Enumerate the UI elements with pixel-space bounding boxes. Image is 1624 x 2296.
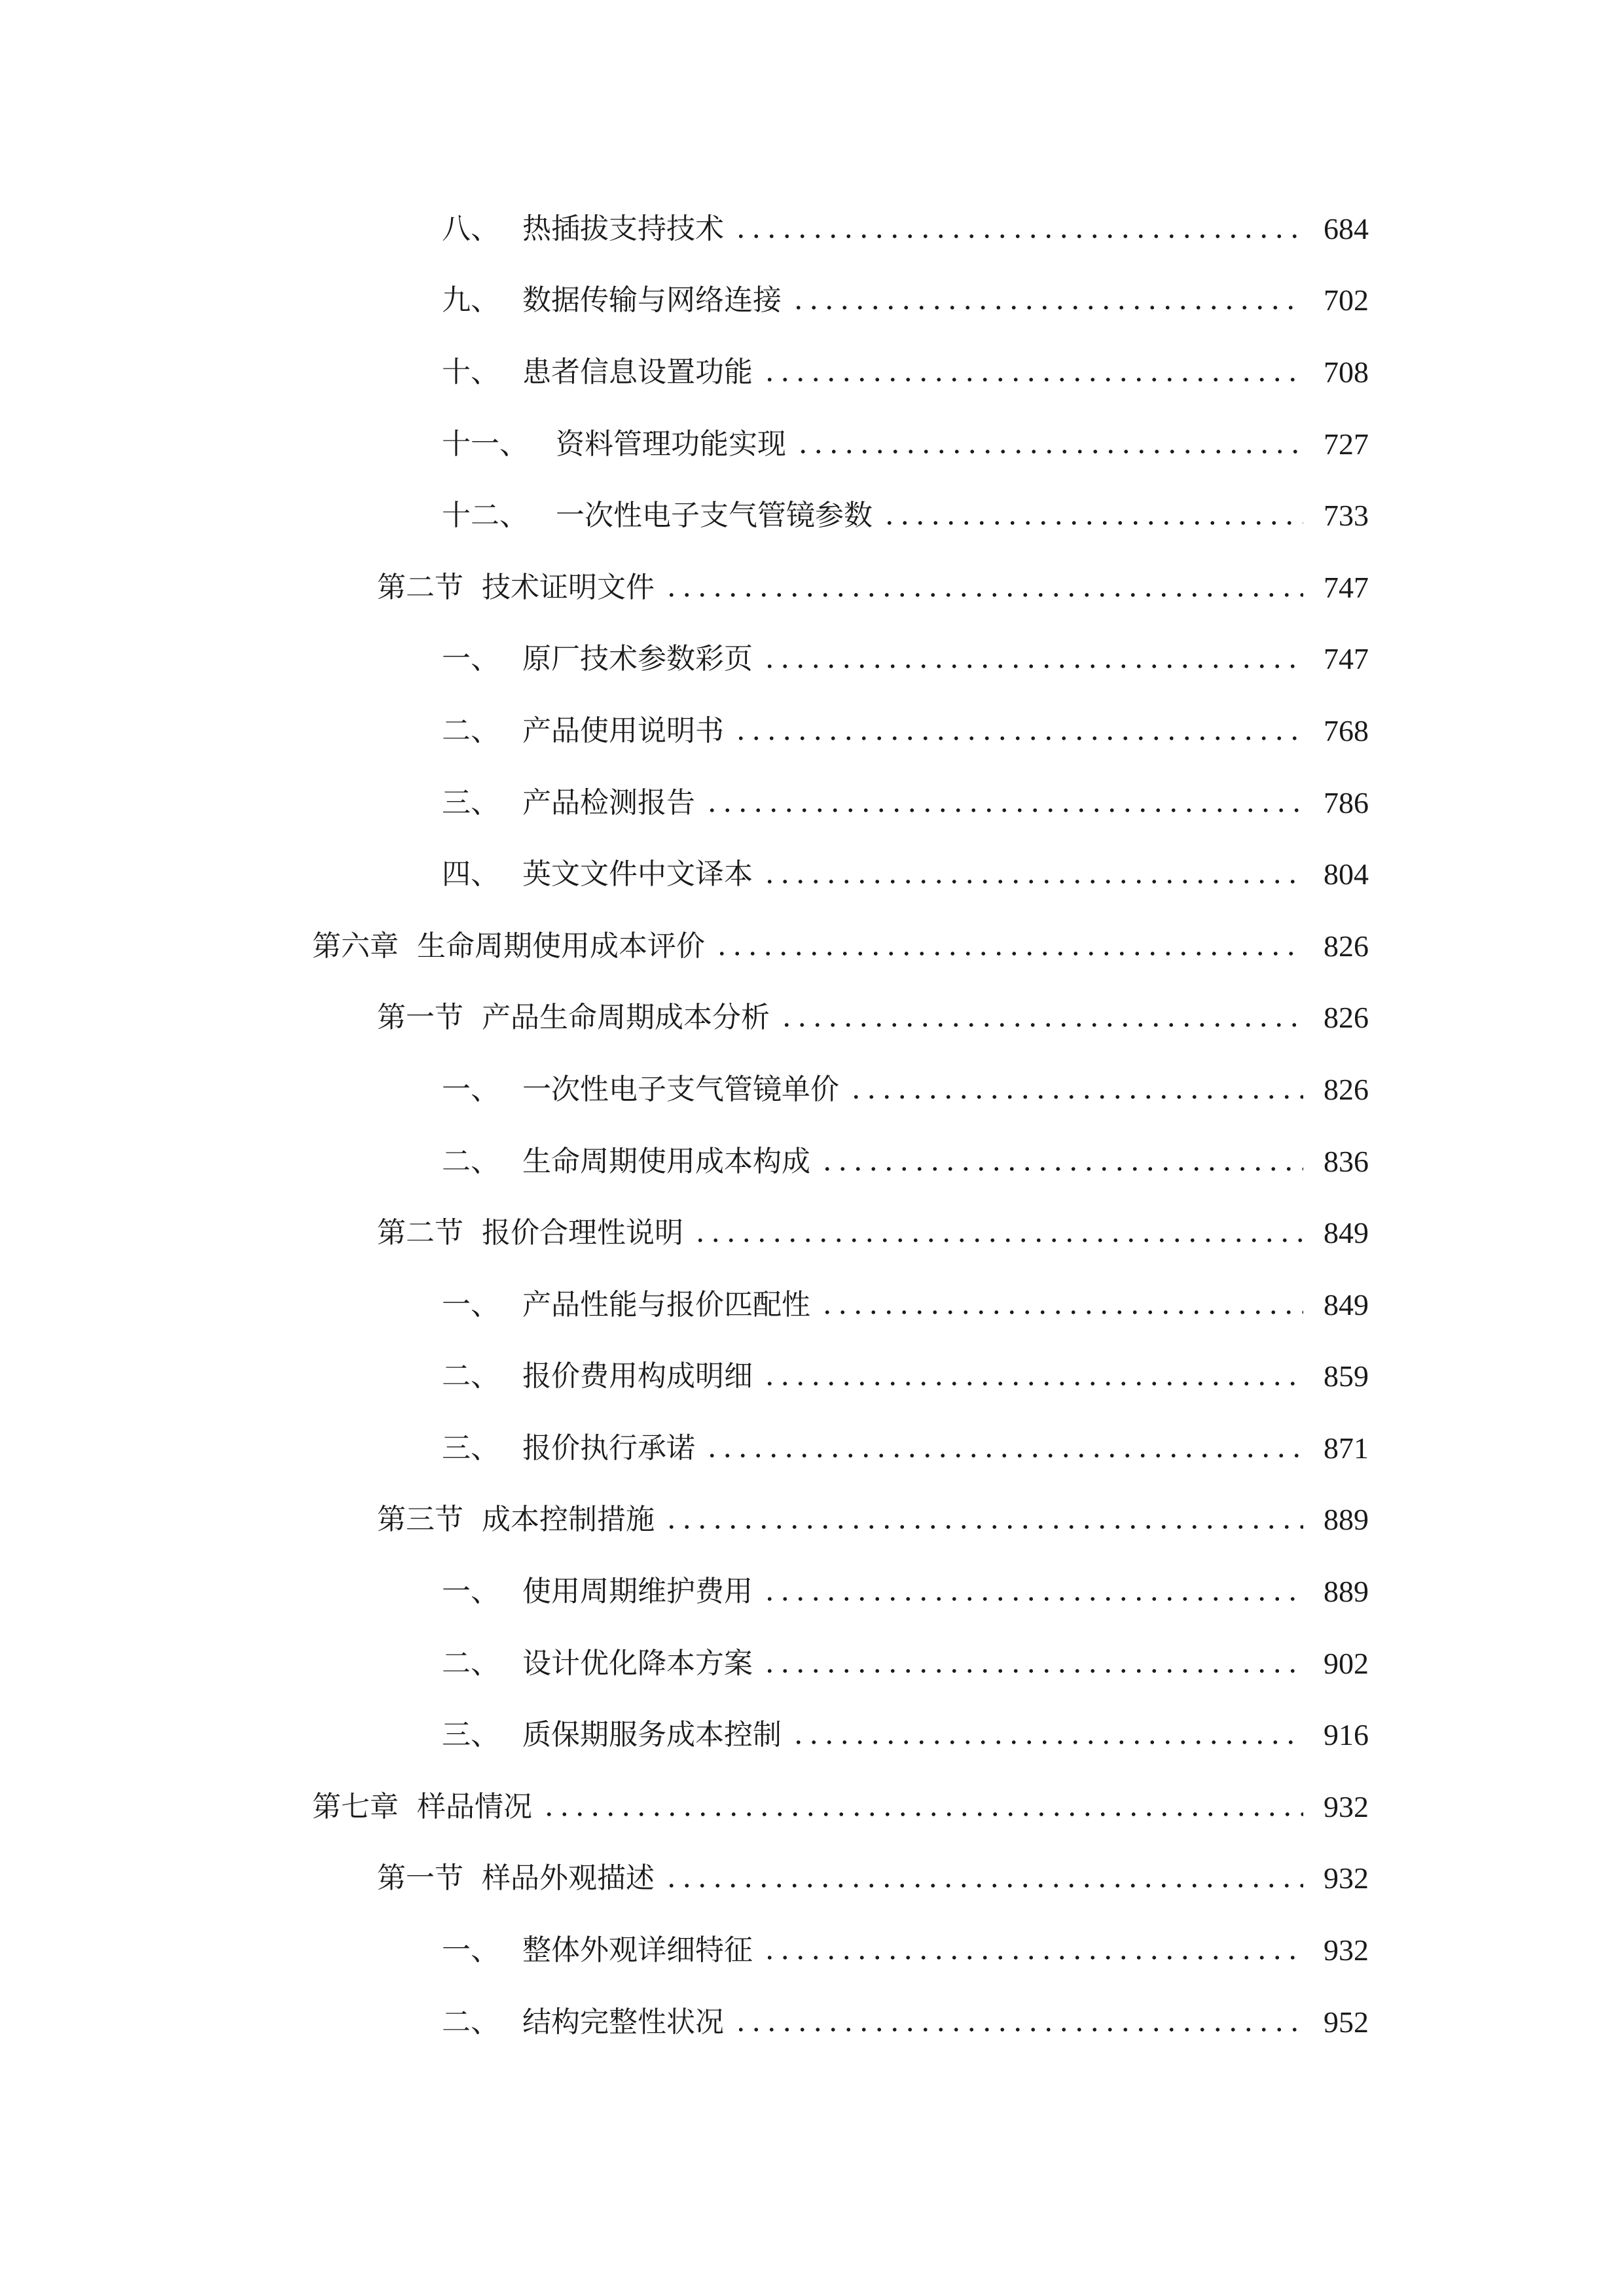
- dot-leader: [693, 1219, 1303, 1247]
- toc-entry-title: 使用周期维护费用: [522, 1575, 753, 1609]
- toc-entry-number: 一、: [442, 1933, 499, 1967]
- toc-entry-number: 二、: [442, 1359, 499, 1393]
- toc-entry-page: 804: [1324, 857, 1369, 891]
- toc-entry[interactable]: [0, 1914, 1624, 1986]
- toc-entry-page: 932: [1324, 1789, 1369, 1823]
- toc-entry-title: 产品检测报告: [522, 785, 695, 819]
- toc-entry[interactable]: [0, 695, 1624, 767]
- toc-entry-number: 二、: [442, 713, 499, 747]
- dot-leader: [733, 717, 1303, 745]
- toc-entry-title: 热插拔支持技术: [522, 211, 724, 245]
- toc-entry-page: 859: [1324, 1359, 1369, 1393]
- toc-entry[interactable]: [0, 1484, 1624, 1556]
- dot-leader: [762, 1362, 1303, 1391]
- toc-entry-page: 849: [1324, 1216, 1369, 1250]
- toc-entry-title: 产品性能与报价匹配性: [522, 1287, 810, 1321]
- toc-entry[interactable]: [0, 1341, 1624, 1413]
- toc-entry-number: 八、: [442, 211, 499, 245]
- toc-entry-title: 患者信息设置功能: [522, 355, 753, 389]
- toc-entry-number: 第一节: [377, 1861, 463, 1895]
- toc-entry-title: 原厂技术参数彩页: [522, 642, 753, 676]
- toc-entry-page: 733: [1324, 499, 1369, 533]
- toc-entry-title: 一次性电子支气管镜单价: [522, 1072, 839, 1106]
- toc-entry[interactable]: [0, 408, 1624, 480]
- dot-leader: [733, 2008, 1303, 2037]
- dot-leader: [664, 573, 1303, 602]
- toc-entry-page: 932: [1324, 1861, 1369, 1895]
- dot-leader: [795, 430, 1303, 459]
- toc-entry-title: 样品外观描述: [482, 1861, 655, 1895]
- toc-entry[interactable]: [0, 1843, 1624, 1915]
- toc-entry[interactable]: [0, 336, 1624, 408]
- dot-leader: [541, 1793, 1303, 1821]
- toc-entry[interactable]: [0, 1986, 1624, 2058]
- toc-entry-number: 十、: [442, 355, 499, 389]
- toc-entry[interactable]: [0, 1771, 1624, 1843]
- toc-entry[interactable]: [0, 624, 1624, 696]
- dot-leader: [762, 1649, 1303, 1678]
- toc-entry[interactable]: [0, 838, 1624, 910]
- toc-entry-page: 768: [1324, 713, 1369, 747]
- toc-entry[interactable]: [0, 1197, 1624, 1269]
- dot-leader: [714, 932, 1303, 961]
- toc-entry-title: 成本控制措施: [482, 1503, 655, 1537]
- toc-entry-page: 826: [1324, 1072, 1369, 1106]
- toc-entry-number: 三、: [442, 1431, 499, 1465]
- toc-entry[interactable]: [0, 265, 1624, 337]
- toc-entry-title: 生命周期使用成本构成: [522, 1144, 810, 1178]
- toc-entry[interactable]: [0, 1628, 1624, 1700]
- toc-entry-page: 932: [1324, 1933, 1369, 1967]
- table-of-contents: [0, 193, 1624, 2058]
- toc-entry-number: 一、: [442, 1575, 499, 1609]
- dot-leader: [848, 1075, 1303, 1104]
- toc-entry-title: 质保期服务成本控制: [522, 1718, 782, 1752]
- toc-entry-title: 样品情况: [417, 1789, 532, 1823]
- dot-leader: [762, 1936, 1303, 1965]
- dot-leader: [882, 501, 1303, 530]
- toc-entry-number: 第二节: [377, 1216, 463, 1250]
- toc-entry-title: 技术证明文件: [482, 570, 655, 604]
- toc-entry-number: 一、: [442, 1072, 499, 1106]
- dot-leader: [664, 1864, 1303, 1893]
- toc-entry-page: 826: [1324, 1001, 1369, 1035]
- toc-entry-number: 四、: [442, 857, 499, 891]
- toc-entry-title: 英文文件中文译本: [522, 857, 753, 891]
- toc-entry-number: 第一节: [377, 1001, 463, 1035]
- toc-entry[interactable]: [0, 1556, 1624, 1628]
- toc-entry-page: 902: [1324, 1646, 1369, 1680]
- toc-entry[interactable]: [0, 982, 1624, 1054]
- toc-entry-number: 第三节: [377, 1503, 463, 1537]
- toc-entry-number: 一、: [442, 1287, 499, 1321]
- toc-entry-number: 三、: [442, 1718, 499, 1752]
- toc-entry[interactable]: [0, 1054, 1624, 1126]
- toc-entry-page: 836: [1324, 1144, 1369, 1178]
- toc-entry-number: 九、: [442, 283, 499, 317]
- dot-leader: [733, 215, 1303, 243]
- dot-leader: [762, 1577, 1303, 1606]
- toc-entry-number: 二、: [442, 2005, 499, 2039]
- toc-entry-page: 952: [1324, 2005, 1369, 2039]
- toc-entry-title: 报价合理性说明: [482, 1216, 683, 1250]
- toc-entry-number: 十一、: [442, 427, 528, 461]
- toc-entry-page: 747: [1324, 642, 1369, 676]
- toc-entry-page: 786: [1324, 785, 1369, 819]
- toc-entry-title: 一次性电子支气管镜参数: [556, 499, 873, 533]
- toc-entry-number: 第六章: [312, 929, 399, 963]
- dot-leader: [779, 1003, 1303, 1032]
- dot-leader: [762, 645, 1303, 673]
- dot-leader: [791, 286, 1303, 315]
- dot-leader: [704, 1434, 1303, 1463]
- toc-entry-title: 整体外观详细特征: [522, 1933, 753, 1967]
- toc-entry-page: 684: [1324, 211, 1369, 245]
- toc-entry[interactable]: [0, 1699, 1624, 1771]
- toc-entry-page: 889: [1324, 1503, 1369, 1537]
- toc-entry[interactable]: [0, 1412, 1624, 1484]
- toc-entry-page: 871: [1324, 1431, 1369, 1465]
- toc-entry-title: 数据传输与网络连接: [522, 283, 782, 317]
- toc-entry-page: 727: [1324, 427, 1369, 461]
- dot-leader: [664, 1505, 1303, 1534]
- toc-entry[interactable]: [0, 193, 1624, 265]
- toc-entry-title: 报价费用构成明细: [522, 1359, 753, 1393]
- toc-entry-number: 十二、: [442, 499, 528, 533]
- dot-leader: [791, 1721, 1303, 1749]
- toc-entry-number: 二、: [442, 1144, 499, 1178]
- dot-leader: [820, 1291, 1303, 1319]
- dot-leader: [762, 358, 1303, 387]
- toc-entry-page: 889: [1324, 1575, 1369, 1609]
- toc-entry-page: 702: [1324, 283, 1369, 317]
- toc-entry-title: 报价执行承诺: [522, 1431, 695, 1465]
- toc-entry-page: 708: [1324, 355, 1369, 389]
- dot-leader: [704, 789, 1303, 817]
- toc-entry-title: 资料管理功能实现: [556, 427, 786, 461]
- toc-entry-number: 二、: [442, 1646, 499, 1680]
- dot-leader: [762, 860, 1303, 889]
- toc-entry-page: 849: [1324, 1287, 1369, 1321]
- toc-entry-number: 第七章: [312, 1789, 399, 1823]
- toc-entry[interactable]: [0, 910, 1624, 982]
- toc-entry-title: 产品生命周期成本分析: [482, 1001, 770, 1035]
- toc-entry-number: 第二节: [377, 570, 463, 604]
- toc-entry-number: 三、: [442, 785, 499, 819]
- toc-entry-title: 设计优化降本方案: [522, 1646, 753, 1680]
- toc-entry-title: 生命周期使用成本评价: [417, 929, 705, 963]
- toc-entry-title: 产品使用说明书: [522, 713, 724, 747]
- dot-leader: [820, 1147, 1303, 1176]
- toc-entry[interactable]: [0, 1269, 1624, 1341]
- toc-entry-number: 一、: [442, 642, 499, 676]
- toc-entry[interactable]: [0, 552, 1624, 624]
- toc-entry-page: 916: [1324, 1718, 1369, 1752]
- toc-entry-page: 747: [1324, 570, 1369, 604]
- toc-entry[interactable]: [0, 1126, 1624, 1198]
- toc-entry-page: 826: [1324, 929, 1369, 963]
- toc-entry-title: 结构完整性状况: [522, 2005, 724, 2039]
- toc-entry[interactable]: [0, 480, 1624, 552]
- toc-entry[interactable]: [0, 767, 1624, 839]
